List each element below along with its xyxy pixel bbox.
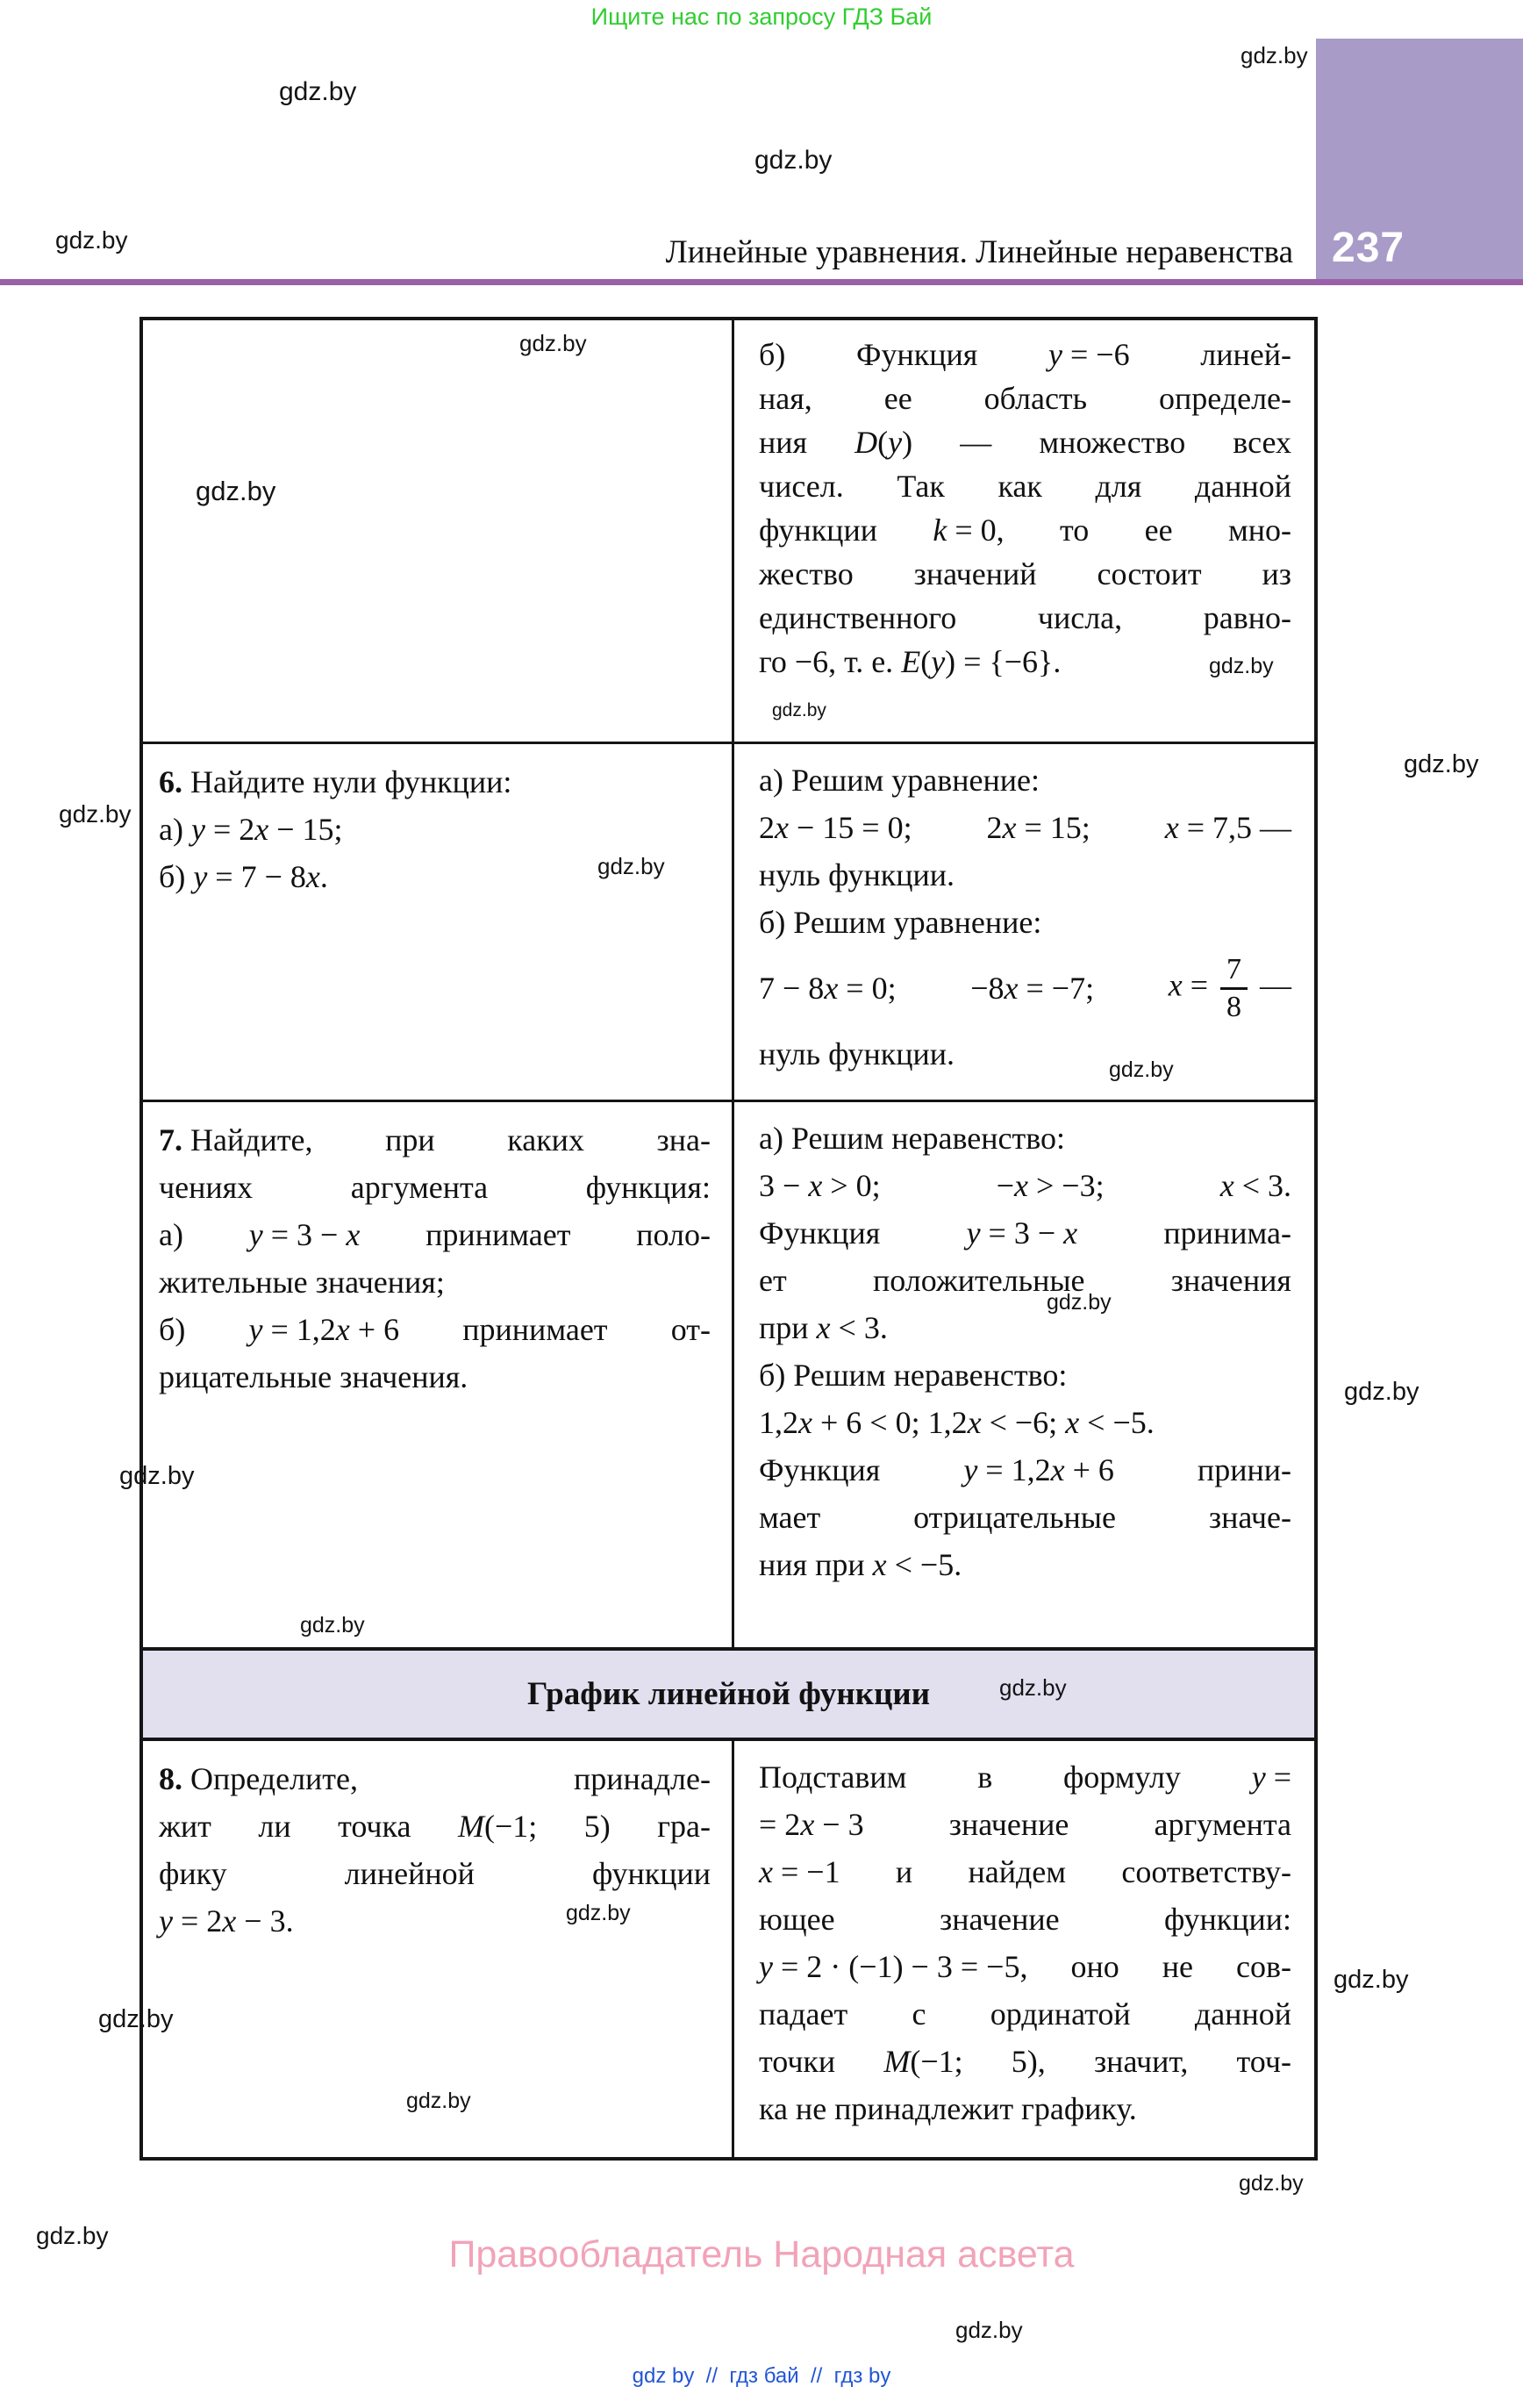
text-segment: жество [759, 556, 854, 591]
table-cell-row3-left [143, 1100, 732, 1647]
text-segment: x = $\frac{7}{8}$ — [1168, 952, 1291, 1023]
text-segment: числа, [1037, 600, 1123, 635]
text-line: го −6, т. е. E(y) = {−6}. [759, 644, 1062, 679]
table-cell-row1-left [143, 320, 732, 742]
text-segment: положительные [872, 1263, 1085, 1298]
text-segment: Функция [856, 337, 978, 372]
watermark-text: gdz.by [1404, 750, 1479, 778]
text-segment: 7. Найдите, [159, 1122, 313, 1157]
watermark-text: gdz.by [772, 700, 826, 720]
text-segment: y = 3 − x [966, 1215, 1078, 1251]
watermark-text: gdz.by [36, 2222, 109, 2249]
text-segment: M(−1; [883, 2044, 963, 2079]
text-line [159, 1211, 711, 1258]
text-segment: из [1262, 556, 1291, 591]
text-segment: функции: [1164, 1902, 1291, 1937]
text-segment: гра- [657, 1809, 711, 1844]
text-segment: ющее [759, 1902, 835, 1937]
text-segment: от- [670, 1312, 711, 1347]
text-segment: Функция [759, 1452, 881, 1487]
top-banner-text: Ищите нас по запросу ГДЗ Бай [590, 4, 933, 30]
footer-links[interactable]: gdz by // гдз бай // гдз by [632, 2364, 891, 2388]
page-title: Линейные уравнения. Линейные неравенства [665, 234, 1293, 270]
text-line [759, 552, 1291, 596]
table-cell-row3-right [732, 1100, 1314, 1647]
text-segment: 2x − 15 = 0; [759, 810, 912, 845]
text-segment: ли [258, 1809, 291, 1844]
text-line: жительные значения; [159, 1265, 445, 1300]
text-segment: ее [883, 381, 912, 416]
text-line [759, 464, 1291, 508]
text-segment: данной [1194, 1996, 1291, 2032]
text-segment: ния [759, 425, 808, 460]
text-line [759, 804, 1291, 851]
text-line [159, 1850, 711, 1897]
watermark-text: gdz.by [597, 853, 665, 879]
text-segment: равно- [1203, 600, 1291, 635]
text-segment: точки [759, 2044, 836, 2079]
text-segment: сов- [1236, 1949, 1291, 1984]
text-line [159, 1802, 711, 1850]
text-segment: то [1060, 512, 1090, 548]
text-segment: y = 1,2x + 6 [248, 1312, 400, 1347]
text-segment: фику [159, 1856, 227, 1891]
text-segment: аргумента [350, 1170, 489, 1205]
text-line [759, 1753, 1291, 1801]
text-segment: функция: [585, 1170, 711, 1205]
text-segment: значение [948, 1807, 1069, 1842]
text-line [759, 376, 1291, 420]
text-line: б) Решим неравенство: [759, 1358, 1068, 1393]
watermark-text: gdz.by [999, 1674, 1067, 1701]
text-segment: единственного [759, 600, 957, 635]
solutions-table [139, 317, 1318, 2161]
text-segment: прини- [1197, 1452, 1291, 1487]
text-segment: зна- [656, 1122, 711, 1157]
watermark-text: gdz.by [279, 77, 357, 106]
text-line [759, 946, 1291, 1030]
text-segment: y = −6 [1048, 337, 1130, 372]
text-segment: k = 0, [933, 512, 1005, 548]
text-segment: б) [759, 337, 786, 372]
text-segment: — [960, 425, 992, 460]
text-segment: точка [338, 1809, 411, 1844]
text-segment: принима- [1163, 1215, 1291, 1251]
text-line: б) Решим уравнение: [759, 905, 1042, 940]
text-line [759, 508, 1291, 552]
text-segment: падает [759, 1996, 848, 2032]
watermark-text: gdz.by [754, 146, 833, 175]
text-segment: аргумента [1154, 1807, 1291, 1842]
text-segment: значит, [1093, 2044, 1189, 2079]
text-segment: принадле- [573, 1761, 711, 1796]
header-divider-rule [0, 279, 1523, 285]
text-segment: значе- [1208, 1500, 1291, 1535]
text-line [759, 1990, 1291, 2038]
text-line [759, 420, 1291, 464]
page-number-badge [1316, 39, 1523, 283]
text-segment: Подставим [759, 1759, 907, 1795]
watermark-text: gdz.by [1344, 1378, 1419, 1406]
watermark-text: gdz.by [55, 226, 128, 254]
text-segment: ее [1144, 512, 1173, 548]
text-segment: жит [159, 1809, 211, 1844]
text-line [759, 1848, 1291, 1896]
text-line [759, 2038, 1291, 2085]
text-segment: 5) [583, 1809, 611, 1844]
text-segment: ет [759, 1263, 787, 1298]
text-segment: поло- [636, 1217, 711, 1252]
text-segment: 5), [1011, 2044, 1046, 2079]
watermark-text: gdz.by [955, 2317, 1023, 2343]
footer-copyright: Правообладатель Народная асвета [448, 2233, 1075, 2275]
table-cell-row4-right [732, 1741, 1314, 2157]
text-segment: мает [759, 1500, 821, 1535]
text-segment: 3 − x > 0; [759, 1168, 881, 1203]
text-segment: и [895, 1854, 913, 1889]
watermark-text: gdz.by [566, 1901, 631, 1925]
text-segment: значение [939, 1902, 1060, 1937]
text-line: 1,2x + 6 < 0; 1,2x < −6; x < −5. [759, 1405, 1155, 1440]
text-segment: для [1095, 469, 1142, 504]
page-number: 237 [1332, 225, 1405, 271]
text-segment: y = [1251, 1759, 1291, 1795]
text-segment: состоит [1097, 556, 1202, 591]
text-segment: найдем [968, 1854, 1067, 1889]
text-segment: б) [159, 1312, 186, 1347]
watermark-text: gdz.by [1209, 654, 1274, 678]
text-segment: ординатой [990, 1996, 1131, 2032]
text-segment: 7 − 8x = 0; [759, 971, 897, 1006]
watermark-text: gdz.by [119, 1462, 195, 1490]
text-segment: точ- [1236, 2044, 1291, 2079]
text-segment: область [983, 381, 1088, 416]
text-line [159, 1755, 711, 1802]
text-segment: линейной [344, 1856, 475, 1891]
text-line: y = 2x − 3. [159, 1903, 294, 1939]
text-segment: функции [759, 512, 877, 548]
text-segment: принимает [425, 1217, 571, 1252]
text-line [159, 1164, 711, 1211]
watermark-text: gdz.by [196, 476, 276, 506]
text-line: 6. Найдите нули функции: [159, 764, 512, 799]
text-line: при x < 3. [759, 1310, 888, 1345]
text-segment: формулу [1062, 1759, 1181, 1795]
text-segment: ная, [759, 381, 812, 416]
text-segment: чисел. [759, 469, 844, 504]
text-segment: принимает [462, 1312, 608, 1347]
text-line: б) y = 7 − 8x. [159, 859, 328, 894]
text-segment: отрицательные [913, 1500, 1116, 1535]
text-line [759, 1943, 1291, 1990]
text-line: нуль функции. [759, 1036, 955, 1071]
watermark-text: gdz.by [1047, 1290, 1112, 1315]
text-segment: значений [913, 556, 1037, 591]
text-segment: y = 1,2x + 6 [963, 1452, 1114, 1487]
text-segment: соответству- [1121, 1854, 1291, 1889]
text-segment: 2x = 15; [986, 810, 1090, 845]
text-line: а) y = 2x − 15; [159, 812, 343, 847]
watermark-text: gdz.by [519, 330, 587, 356]
text-segment: M(−1; [457, 1809, 538, 1844]
fraction: $\frac{7}{8}$ [1220, 954, 1248, 1022]
text-segment: x = 7,5 — [1164, 810, 1291, 845]
watermark-text: gdz.by [1109, 1057, 1174, 1082]
text-line [759, 1801, 1291, 1848]
text-segment: всех [1233, 425, 1291, 460]
text-segment: −x > −3; [996, 1168, 1105, 1203]
watermark-text: gdz.by [1239, 2171, 1304, 2196]
text-segment: оно [1070, 1949, 1119, 1984]
text-segment: 8. Определите, [159, 1761, 359, 1796]
text-segment: как [997, 469, 1042, 504]
text-segment: −8x = −7; [970, 971, 1095, 1006]
text-segment: в [977, 1759, 993, 1795]
text-line [159, 1116, 711, 1164]
text-line [759, 1257, 1291, 1304]
watermark-text: gdz.by [1334, 1966, 1409, 1994]
text-line: а) Решим неравенство: [759, 1121, 1065, 1156]
text-segment: = 2x − 3 [759, 1807, 864, 1842]
text-line [159, 1306, 711, 1353]
text-segment: каких [507, 1122, 584, 1157]
text-segment: не [1162, 1949, 1194, 1984]
watermark-text: gdz.by [1241, 42, 1308, 68]
text-line: ния при x < −5. [759, 1547, 962, 1582]
text-line [759, 1494, 1291, 1541]
section-header: График линейной функции [143, 1647, 1314, 1741]
text-segment: Функция [759, 1215, 881, 1251]
text-line: а) Решим уравнение: [759, 763, 1040, 798]
text-segment: чениях [159, 1170, 254, 1205]
text-line: рицательные значения. [159, 1359, 468, 1394]
text-segment: а) [159, 1217, 183, 1252]
text-segment: данной [1194, 469, 1291, 504]
text-line [759, 333, 1291, 376]
text-line [759, 1209, 1291, 1257]
text-segment: Так [897, 469, 945, 504]
table-cell-row2-right [732, 742, 1314, 1100]
watermark-text: gdz.by [406, 2089, 471, 2113]
watermark-text: gdz.by [300, 1613, 365, 1638]
text-segment: x < 3. [1219, 1168, 1291, 1203]
text-segment: y = 2 · (−1) − 3 = −5, [759, 1949, 1028, 1984]
text-segment: множество [1039, 425, 1186, 460]
text-segment: определе- [1159, 381, 1291, 416]
text-segment: линей- [1200, 337, 1291, 372]
text-line: ка не принадлежит графику. [759, 2091, 1137, 2126]
text-line: нуль функции. [759, 857, 955, 892]
text-line [759, 1162, 1291, 1209]
text-segment: x = −1 [759, 1854, 840, 1889]
text-segment: значения [1170, 1263, 1291, 1298]
text-line [759, 596, 1291, 640]
text-segment: D(y) [854, 425, 913, 460]
text-line [759, 1896, 1291, 1943]
text-segment: y = 3 − x [248, 1217, 361, 1252]
text-segment: функции [592, 1856, 711, 1891]
text-segment: мно- [1227, 512, 1291, 548]
watermark-text: gdz.by [98, 2005, 174, 2033]
text-segment: при [385, 1122, 435, 1157]
watermark-text: gdz.by [59, 800, 132, 828]
text-segment: с [912, 1996, 926, 2032]
text-line [759, 1446, 1291, 1494]
table-cell-row2-left [143, 742, 732, 1100]
